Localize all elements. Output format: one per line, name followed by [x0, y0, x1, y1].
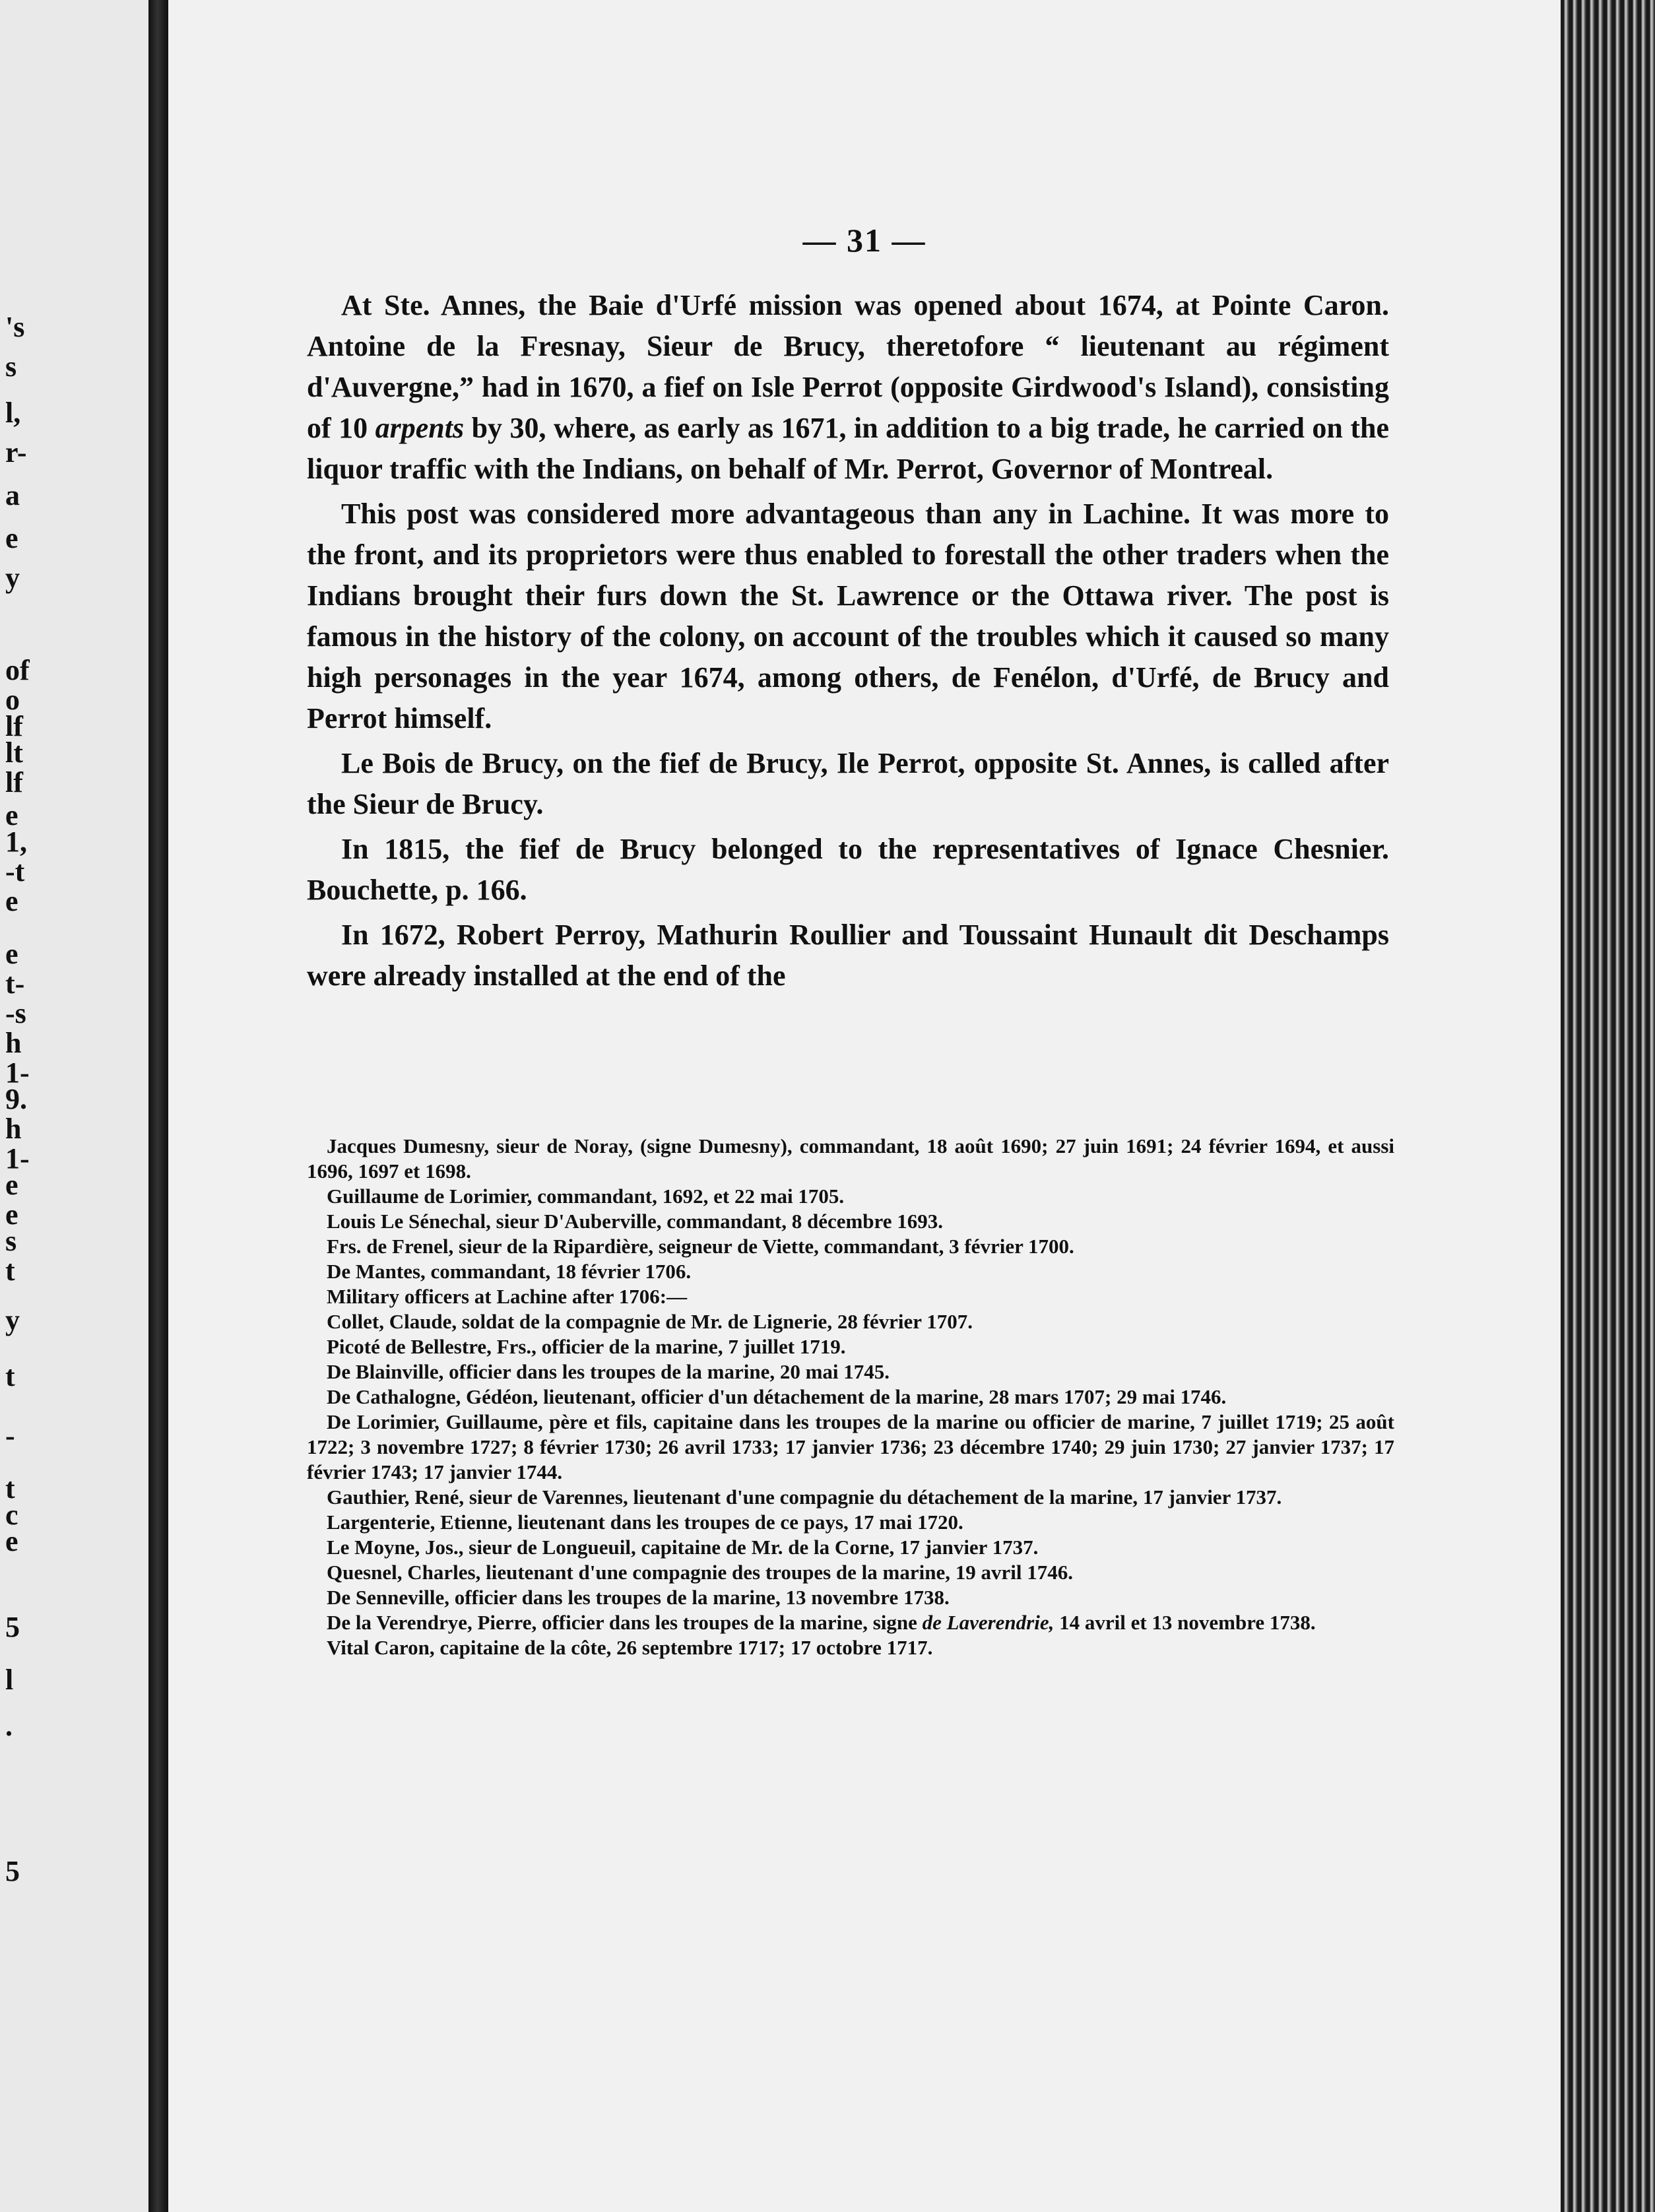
facing-page-text-fragment: l: [5, 1664, 14, 1696]
facing-page-text-fragment: 9.: [5, 1083, 27, 1115]
facing-page-text-fragment: t: [5, 1254, 15, 1287]
footnote: De Blainville, officier dans les troupes de la marine, 20 mai 1745.: [327, 1360, 890, 1383]
facing-page-text-fragment: h: [5, 1113, 22, 1145]
facing-page-text-fragment: r-: [5, 436, 27, 469]
facing-page-text-fragment: y: [5, 562, 20, 594]
paragraph: In 1815, the fief de Brucy belonged to the representatives of Ignace Chesnier. Bouchette, p. 166.: [307, 833, 1389, 906]
footnotes: [307, 1134, 1394, 1660]
facing-page-text-fragment: t: [5, 1360, 15, 1392]
footnote: Quesnel, Charles, lieutenant d'une compagnie des troupes de la marine, 19 avril 1746.: [327, 1561, 1073, 1584]
paragraph: Le Bois de Brucy, on the fief de Brucy, Ile Perrot, opposite St. Annes, is called after the Sieur de Brucy.: [307, 747, 1389, 820]
facing-page-text-fragment: h: [5, 1027, 22, 1059]
facing-page-text-fragment: l,: [5, 397, 21, 429]
facing-page-text-fragment: -: [5, 1419, 15, 1452]
facing-page-text-fragment: e: [5, 938, 18, 970]
footnote: Guillaume de Lorimier, commandant, 1692, et 22 mai 1705.: [327, 1185, 845, 1208]
facing-page-text-fragment: 1-: [5, 1057, 30, 1089]
facing-page-text-fragment: -t: [5, 855, 25, 888]
footnote: Military officers at Lachine after 1706:—: [327, 1285, 688, 1308]
facing-page-text-fragment: 's: [5, 311, 25, 343]
facing-page-text-fragment: of: [5, 654, 30, 686]
facing-page-text-fragment: s: [5, 350, 17, 383]
facing-page-text-fragment: lt: [5, 736, 23, 769]
facing-page-text-fragment: .: [5, 1710, 13, 1742]
page-edges: [1561, 0, 1655, 2212]
facing-page-text-fragment: t-: [5, 967, 25, 1000]
page-number: — 31 —: [802, 222, 926, 259]
facing-page-text-fragment: e: [5, 885, 18, 917]
facing-page-text-fragment: e: [5, 1169, 18, 1201]
facing-page-fragment: [0, 0, 148, 2212]
facing-page-text-fragment: y: [5, 1304, 20, 1336]
facing-page-text-fragment: e: [5, 522, 18, 554]
facing-page-text-fragment: lf: [5, 766, 23, 798]
facing-page-text-fragment: a: [5, 479, 20, 511]
facing-page-text-fragment: 1-: [5, 1142, 30, 1175]
facing-page-text-fragment: 5: [5, 1611, 20, 1643]
facing-page-text-fragment: lf: [5, 710, 23, 742]
footnote: De Cathalogne, Gédéon, lieutenant, officier d'un détachement de la marine, 28 mars 1707; 29 mai 1746.: [327, 1385, 1227, 1408]
footnote: De Mantes, commandant, 18 février 1706.: [327, 1260, 692, 1283]
footnote: Gauthier, René, sieur de Varennes, lieutenant d'une compagnie du détachement de la marine, 17 janvier 1737.: [327, 1485, 1282, 1509]
footnote: Jacques Dumesny, sieur de Noray, (signe Dumesny), commandant, 18 août 1690; 27 juin 1691; 24 février 1694, et aussi 1696, 1697 et 1698.: [307, 1134, 1394, 1183]
footnote: Largenterie, Etienne, lieutenant dans les troupes de ce pays, 17 mai 1720.: [327, 1511, 963, 1534]
footnote: De la Verendrye, Pierre, officier dans les troupes de la marine, signe de Laverendrie, 14 avril et 13 novembre 1738.: [327, 1611, 1316, 1634]
paragraph: This post was considered more advantageous than any in Lachine. It was more to the front, and its proprietors were thus enabled to forestall the other traders when the Indians brought their furs down the St. Lawrence or the Ottawa river. The post is famous in the history of the colony, on account of the troubles which it caused so many high personages in the year 1674, among others, de Fenélon, d'Urfé, de Brucy and Perrot himself.: [307, 498, 1389, 734]
footnote: Collet, Claude, soldat de la compagnie de Mr. de Lignerie, 28 février 1707.: [327, 1310, 973, 1333]
paragraph: In 1672, Robert Perroy, Mathurin Roullier and Toussaint Hunault dit Deschamps were already installed at the end of the: [307, 919, 1389, 992]
footnote: De Senneville, officier dans les troupes de la marine, 13 novembre 1738.: [327, 1586, 950, 1609]
main-text: [307, 285, 1389, 996]
facing-page-text-fragment: e: [5, 1525, 18, 1557]
facing-page-text-fragment: t: [5, 1472, 15, 1505]
book-page: [168, 0, 1561, 2212]
footnote: Vital Caron, capitaine de la côte, 26 septembre 1717; 17 octobre 1717.: [327, 1636, 933, 1659]
footnote: Louis Le Sénechal, sieur D'Auberville, commandant, 8 décembre 1693.: [327, 1210, 943, 1233]
book-gutter: [148, 0, 168, 2212]
paragraph: At Ste. Annes, the Baie d'Urfé mission was opened about 1674, at Pointe Caron. Antoine de la Fresnay, Sieur de Brucy, theretofore “ lieutenant au régiment d'Auvergne,” had in 1670, a fief on Isle Perrot (opposite Girdwood's Island), consisting of 10 arpents by 30, where, as early as 1671, in addition to a big trade, he carried on the liquor traffic with the Indians, on behalf of Mr. Perrot, Governor of Montreal.: [307, 289, 1390, 485]
facing-page-text-fragment: e: [5, 799, 18, 831]
footnote: Frs. de Frenel, sieur de la Ripardière, seigneur de Viette, commandant, 3 février 1700.: [327, 1235, 1074, 1258]
facing-page-text-fragment: o: [5, 684, 20, 716]
footnote: Le Moyne, Jos., sieur de Longueuil, capitaine de Mr. de la Corne, 17 janvier 1737.: [327, 1536, 1039, 1559]
facing-page-text-fragment: -s: [5, 997, 26, 1029]
facing-page-text-fragment: 5: [5, 1855, 20, 1887]
facing-page-text-fragment: 1,: [5, 826, 27, 858]
footnote: Picoté de Bellestre, Frs., officier de la marine, 7 juillet 1719.: [327, 1335, 846, 1358]
facing-page-text-fragment: s: [5, 1225, 17, 1257]
footnote: De Lorimier, Guillaume, père et fils, capitaine dans les troupes de la marine ou officier de marine, 7 juillet 1719; 25 août 1722; 3 novembre 1727; 8 février 1730; 26 avril 1733; 17 janvier 1736; 23 décembre 1740; 29 juin 1730; 27 janvier 1737; 17 février 1743; 17 janvier 1744.: [307, 1410, 1394, 1483]
facing-page-text-fragment: e: [5, 1198, 18, 1231]
facing-page-text-fragment: c: [5, 1499, 18, 1531]
